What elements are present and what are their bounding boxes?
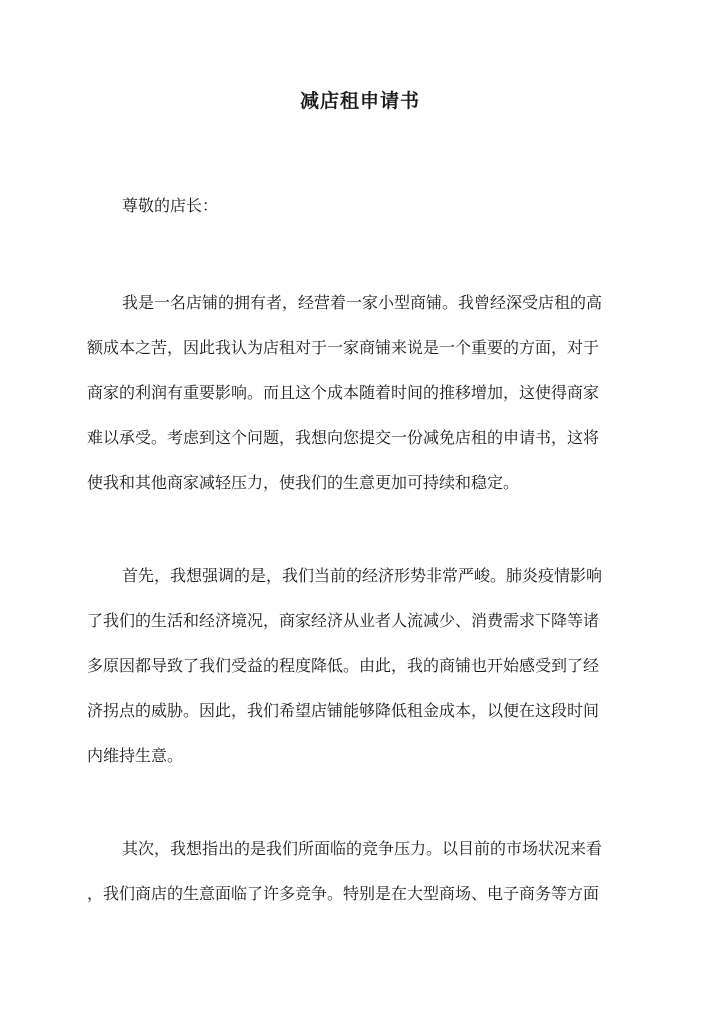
paragraph-3 xyxy=(87,826,647,916)
paragraph-line: 其次，我想指出的是我们所面临的竞争压力。以目前的市场状况来看 xyxy=(122,839,603,858)
paragraph-line: 济拐点的威胁。因此，我们希望店铺能够降低租金成本，以便在这段时间 xyxy=(87,701,600,720)
paragraph-line: ，我们商店的生意面临了许多竞争。特别是在大型商场、电子商务等方面 xyxy=(87,884,600,903)
paragraph-1 xyxy=(87,280,647,505)
paragraph-line: 首先，我想强调的是，我们当前的经济形势非常严峻。肺炎疫情影响 xyxy=(122,566,603,585)
paragraph-line: 多原因都导致了我们受益的程度降低。由此，我的商铺也开始感受到了经 xyxy=(87,656,600,675)
paragraph-line: 使我和其他商家减轻压力，使我们的生意更加可持续和稳定。 xyxy=(87,473,520,492)
salutation: 尊敬的店长： xyxy=(122,196,219,215)
paragraph-line: 难以承受。考虑到这个问题，我想向您提交一份减免店租的申请书，这将 xyxy=(87,428,600,447)
paragraph-line: 商家的利润有重要影响。而且这个成本随着时间的推移增加，这使得商家 xyxy=(87,383,600,402)
paragraph-line: 我是一名店铺的拥有者，经营着一家小型商铺。我曾经深受店租的高 xyxy=(122,293,603,312)
paragraph-line: 了我们的生活和经济境况，商家经济从业者人流减少、消费需求下降等诸 xyxy=(87,611,600,630)
paragraph-2 xyxy=(87,553,647,778)
paragraph-line: 内维持生意。 xyxy=(87,746,184,765)
document-title: 减店租申请书 xyxy=(299,90,420,112)
paragraph-line: 额成本之苦，因此我认为店租对于一家商铺来说是一个重要的方面，对于 xyxy=(87,338,600,357)
